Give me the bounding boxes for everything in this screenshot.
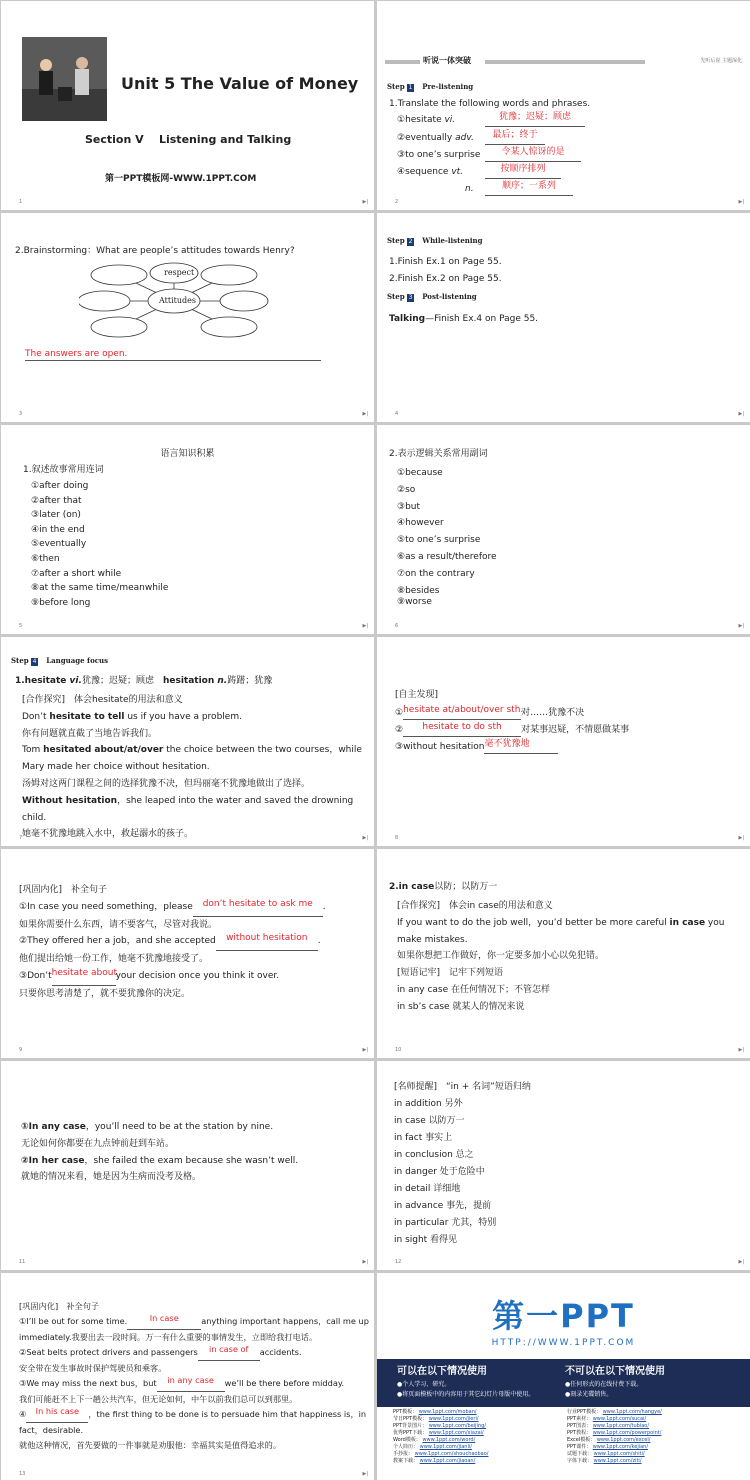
- conjunction-list: [31, 479, 168, 610]
- brand-url[interactable]: HTTP://WWW.1PPT.COM: [491, 1338, 636, 1348]
- footer-panel: 可以在以下情况使用 ●个人学习、研究。 ●将页面模板中的内容用于其它幻灯片母版中使用。 不可以在以下情况使用 ●任何形式的在线付费下载。 ●刻录光碟销售。: [377, 1359, 750, 1407]
- oval-respect: respect: [164, 268, 195, 277]
- page-number: 5: [19, 623, 23, 630]
- list-item: ⑨before long: [31, 597, 91, 608]
- link-list-left: PPT模板： www.1ppt.com/moban/ 节日PPT模板： www.1ppt.com/jieri/ PPT背景图片： www.1ppt.com/beijing/ 优秀PPT下载： www.1ppt.com/xiazai/ Word模板： www.1ppt.com/word/ 个人简历： www.1ppt.com/jianli/ 手抄报： www.1ppt.com/shouchaobao/ 教案下载： www.1ppt.com/jiaoan/: [393, 1409, 489, 1464]
- list-item: in detail 详细地: [394, 1184, 461, 1194]
- slide-11[interactable]: [1, 1061, 374, 1270]
- list-item: in conclusion 总之: [394, 1150, 474, 1160]
- step-heading: Step 4 Language focus: [11, 656, 109, 665]
- subheading: 1.叙述故事常用连词: [23, 465, 104, 475]
- example-block: [合作探究] 体会hesitate的用法和意义 Don’t hesitate to tell us if you have a problem. 你有问题就直截了当地告诉我们。 Tom hesitated about/at/over the choice between the two courses，while Mary made her choice without hesitation. 汤姆对这两门课程之间的选择犹豫不决，但玛丽毫不犹豫地做出了选择。 Without hesitation，she leaped into the water and saved the drowning child. 她毫不犹豫地跳入水中，救起溺水的孩子。: [22, 695, 362, 840]
- list-item: ④in the end: [31, 524, 85, 535]
- list-item: ⑥then: [31, 553, 60, 564]
- page-number: 6: [395, 623, 399, 630]
- step-heading: Step 1 Pre-listening: [387, 82, 474, 91]
- discover-item-1: ①hesitate at/about/over sth.对……犹豫不决: [395, 707, 584, 720]
- list-item: ①because: [397, 468, 443, 478]
- oval-center: Attitudes: [159, 296, 196, 305]
- nav-icon[interactable]: ▶|: [738, 411, 744, 418]
- slide-title: 语言知识积累: [160, 449, 215, 459]
- example-block: [合作探究] 体会in case的用法和意义 If you want to do the job well，you’d better be more careful in case you make mistakes. 如果你想把工作做好，你一定要多加小心以免犯错。 [短语记牢] 记牢下列短语 in any case 在任何情况下；不管怎样 in sb’s case 就某人的情况来说: [397, 901, 725, 1012]
- list-item: ⑤eventually: [31, 539, 87, 550]
- list-item: ⑦after a short while: [31, 568, 122, 579]
- nav-icon[interactable]: ▶|: [738, 835, 744, 842]
- slide-8[interactable]: [377, 637, 750, 846]
- nav-icon[interactable]: ▶|: [362, 1047, 368, 1054]
- question: 2.Brainstorming：What are people’s attitudes towards Henry?: [15, 246, 295, 256]
- list-item: ②after that: [31, 495, 82, 506]
- nav-icon[interactable]: ▶|: [738, 199, 744, 206]
- list-item: ⑧at the same time/meanwhile: [31, 583, 169, 594]
- page-number: 8: [395, 835, 399, 842]
- list-item: ⑥as a result/therefore: [397, 551, 497, 562]
- nav-icon[interactable]: ▶|: [738, 1259, 744, 1266]
- instruction: 1.Translate the following words and phrases.: [389, 99, 591, 109]
- slide-10[interactable]: [377, 849, 750, 1058]
- page-number: 1: [19, 199, 23, 206]
- list-item: ③later (on): [31, 510, 81, 521]
- section-banner: 听说一体突破 先听后说 主题深化: [385, 56, 742, 68]
- exercise-block: [巩固内化] 补全句子 ①I’ll be out for some time. In case anything important happens，call me up immediately.我要出去一段时间。万一有什么重要的事情发生，立即给我打电话。 ②Seat belts protect drivers and passengers in case of accidents. 安全带在发生事故时保护驾驶员和乘客。 ③We may miss the next bus，but in any case we’ll be there before midday. 我们可能赶不上下一趟公共汽车，但无论如何，中午以前我们总可以到那里。 ④ In his case ，the first thing to be done is to persuade him that happiness is，in fact，desirable. 就他这种情况，首先要做的一件事就是劝服他：幸福其实是值得追求的。: [19, 1301, 369, 1450]
- page-number: 7: [19, 835, 23, 842]
- page-number: 12: [395, 1259, 402, 1266]
- list-item: in addition 另外: [394, 1099, 463, 1109]
- nav-icon[interactable]: ▶|: [362, 623, 368, 630]
- exercise-block: [巩固内化] 补全句子 ①In case you need something，please don’t hesitate to ask me . 如果你需要什么东西，请不要客气，尽管对我说。 ②They offered her a job，and she accepted without hesitation . 他们提出给她一份工作，她毫不犹豫地接受了。 ③Don’thesitate aboutyour decision once you think it over. 只要你思考清楚了，就不要犹豫你的决定。: [19, 885, 326, 999]
- list-item: in advance 事先，提前: [394, 1201, 492, 1211]
- slide-1[interactable]: [1, 1, 374, 210]
- list-item: ⑦on the contrary: [397, 568, 475, 579]
- section-title: Section V Listening and Talking: [85, 133, 292, 146]
- list-item: ①after doing: [31, 481, 89, 491]
- nav-icon[interactable]: ▶|: [362, 199, 368, 206]
- cover-photo: [22, 37, 107, 121]
- list-item: ②so: [397, 484, 416, 495]
- page-number: 3: [19, 411, 23, 418]
- slide-6[interactable]: [377, 425, 750, 634]
- adverb-list: [397, 465, 497, 611]
- slide-7[interactable]: [1, 637, 374, 846]
- discover-heading: [自主发现]: [395, 690, 439, 700]
- phrase-block: [名师提醒] “in + 名词”短语归纳 in addition 另外 in case 以防万一 in fact 事实上 in conclusion 总之 in danger 处于危险中 in detail 详细地 in advance 事先，提前 in particular 尤其，特别 in sight 看得见: [394, 1079, 531, 1249]
- list-item: in fact 事实上: [394, 1133, 453, 1143]
- nav-icon[interactable]: ▶|: [362, 1471, 368, 1478]
- list-item: in case 以防万一: [394, 1116, 465, 1126]
- slide-12[interactable]: [377, 1061, 750, 1270]
- talking-task: Talking—Finish Ex.4 on Page 55.: [389, 314, 539, 324]
- nav-icon[interactable]: ▶|: [738, 1047, 744, 1054]
- task-2: 2.Finish Ex.2 on Page 55.: [389, 274, 502, 284]
- slide-3[interactable]: [1, 213, 374, 422]
- slide-14[interactable]: [377, 1273, 750, 1480]
- slide-5[interactable]: [1, 425, 374, 634]
- discover-item-3: ③without hesitation毫不犹豫地: [395, 741, 558, 754]
- page-number: 2: [395, 199, 399, 206]
- nav-icon[interactable]: ▶|: [362, 1259, 368, 1266]
- list-item: ⑨worse: [397, 597, 432, 608]
- slide-title: 2.表示逻辑关系常用副词: [389, 449, 488, 459]
- slide-9[interactable]: [1, 849, 374, 1058]
- page-number: 13: [19, 1471, 26, 1478]
- list-item: ③but: [397, 501, 421, 512]
- step2-heading: Step 2 While-listening: [387, 236, 483, 245]
- word-heading: 2.in case以防；以防万一: [389, 882, 498, 892]
- brand-logo: 第一PPT: [492, 1297, 635, 1335]
- list-item: in danger 处于危险中: [394, 1167, 485, 1177]
- list-item: in particular 尤其，特别: [394, 1218, 497, 1228]
- page-number: 10: [395, 1047, 402, 1054]
- answer-line: The answers are open.: [25, 348, 321, 361]
- nav-icon[interactable]: ▶|: [362, 835, 368, 842]
- slide-13[interactable]: [1, 1273, 374, 1480]
- list-item: ⑧besides: [397, 585, 440, 596]
- nav-icon[interactable]: ▶|: [738, 623, 744, 630]
- slide-2[interactable]: [377, 1, 750, 210]
- task-1: 1.Finish Ex.1 on Page 55.: [389, 257, 502, 267]
- discover-item-2: ② hesitate to do sth 对某事迟疑，不情愿做某事: [395, 724, 629, 737]
- list-item: ④however: [397, 518, 444, 529]
- example-block: ①In any case，you’ll need to be at the station by nine. 无论如何你都要在九点钟前赶到车站。 ②In her case，she failed the exam because she wasn’t well. 就她的情况来看，她是因为生病而没考及格。: [21, 1122, 299, 1183]
- list-item: ⑤to one’s surprise: [397, 535, 481, 546]
- site-label: 第一PPT模板网-WWW.1PPT.COM: [105, 174, 257, 184]
- step3-heading: Step 3 Post-listening: [387, 292, 477, 301]
- list-item: in sight 看得见: [394, 1235, 458, 1245]
- slide-4[interactable]: [377, 213, 750, 422]
- unit-title: Unit 5 The Value of Money: [121, 74, 359, 93]
- vocab-list: ①hesitate vi. 犹豫；迟疑；顾虑 ②eventually adv. 最后；终于 ③to one’s surprise 令某人惊讶的是 ④sequence vt. 按顺序排列 n. 顺序；一系列: [397, 114, 737, 200]
- word-heading: 1.hesitate vi.犹豫；迟疑；顾虑 hesitation n.踌躇；犹豫: [15, 676, 273, 686]
- nav-icon[interactable]: ▶|: [362, 411, 368, 418]
- page-number: 4: [395, 411, 399, 418]
- link-list-right: 行业PPT模板： www.1ppt.com/hangye/ PPT素材： www.1ppt.com/sucai/ PPT图表： www.1ppt.com/tubiao/ PPT教程： www.1ppt.com/powerpoint/ Excel模板： www.1ppt.com/excel/ PPT课件： www.1ppt.com/kejian/ 试题下载： www.1ppt.com/shiti/ 字体下载： www.1ppt.com/ziti/: [567, 1409, 662, 1464]
- page-number: 11: [19, 1259, 26, 1266]
- page-number: 9: [19, 1047, 23, 1054]
